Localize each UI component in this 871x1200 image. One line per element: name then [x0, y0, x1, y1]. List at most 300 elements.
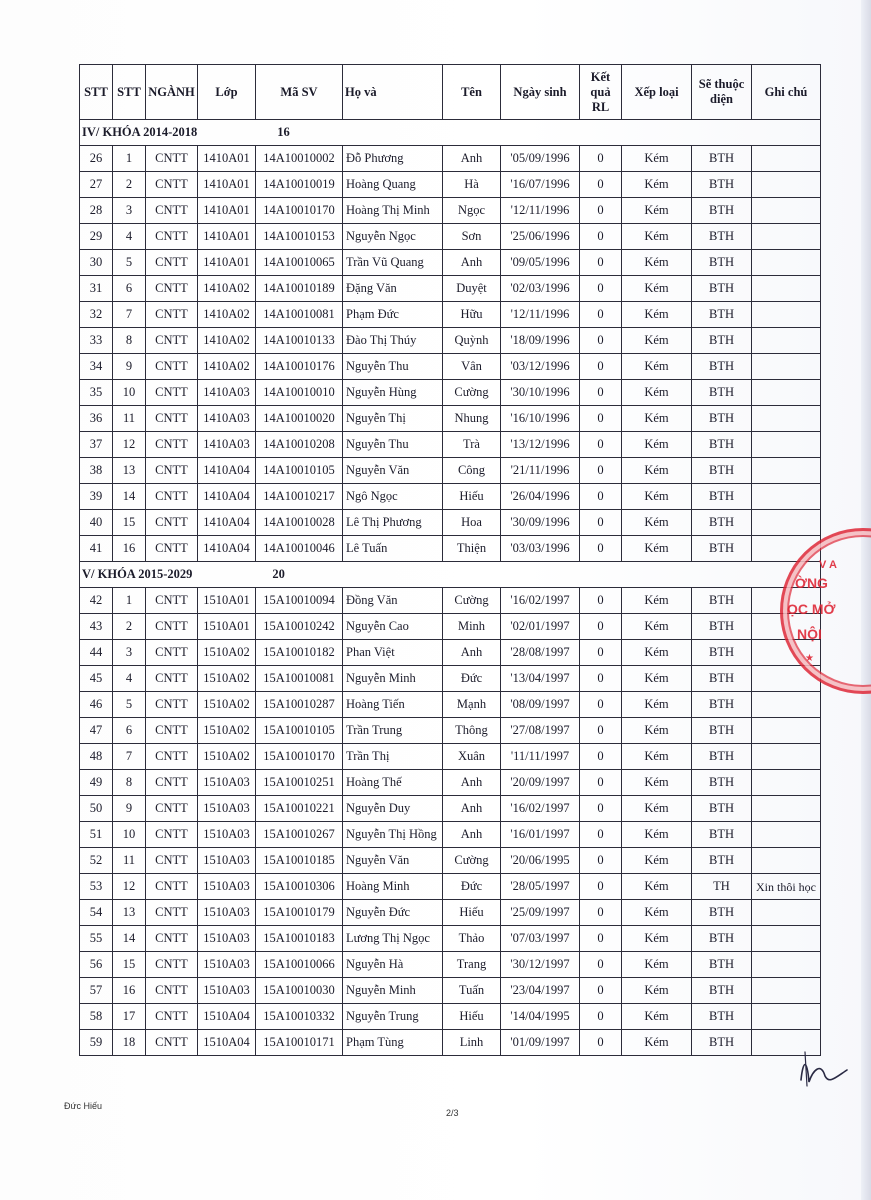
row-ngaysinh: '30/12/1997 — [501, 952, 580, 978]
row-nganh: CNTT — [146, 640, 198, 666]
row-masv: 15A10010332 — [256, 1004, 343, 1030]
row-masv: 14A10010170 — [256, 198, 343, 224]
row-xeploai: Kém — [622, 1030, 692, 1056]
row-hova: Đào Thị Thúy — [343, 328, 443, 354]
row-ketqua: 0 — [580, 874, 622, 900]
table-row — [80, 432, 821, 458]
row-ten: Trà — [443, 432, 501, 458]
row-ten: Hà — [443, 172, 501, 198]
section-label: V/ KHÓA 2015-2029 — [82, 567, 193, 581]
row-stt-2: 14 — [113, 484, 146, 510]
row-ten: Thảo — [443, 926, 501, 952]
row-lop: 1510A02 — [198, 640, 256, 666]
row-xeploai: Kém — [622, 146, 692, 172]
row-ngaysinh: '02/03/1996 — [501, 276, 580, 302]
row-ngaysinh: '11/11/1997 — [501, 744, 580, 770]
row-ketqua: 0 — [580, 354, 622, 380]
row-xeploai: Kém — [622, 224, 692, 250]
row-stt-2: 16 — [113, 978, 146, 1004]
row-dien: BTH — [692, 250, 752, 276]
row-ten: Vân — [443, 354, 501, 380]
row-stt-2: 9 — [113, 354, 146, 380]
row-stt-2: 8 — [113, 770, 146, 796]
row-ketqua: 0 — [580, 406, 622, 432]
row-stt-2: 8 — [113, 328, 146, 354]
row-hova: Phan Việt — [343, 640, 443, 666]
row-hova: Nguyễn Trung — [343, 1004, 443, 1030]
row-nganh: CNTT — [146, 458, 198, 484]
row-ten: Cường — [443, 588, 501, 614]
table-row — [80, 926, 821, 952]
row-hova: Hoàng Thị Minh — [343, 198, 443, 224]
table-row — [80, 250, 821, 276]
row-lop: 1510A04 — [198, 1030, 256, 1056]
row-stt-2: 11 — [113, 848, 146, 874]
table-row — [80, 458, 821, 484]
row-ngaysinh: '21/11/1996 — [501, 458, 580, 484]
row-ketqua: 0 — [580, 276, 622, 302]
row-ten: Anh — [443, 796, 501, 822]
row-ngaysinh: '25/06/1996 — [501, 224, 580, 250]
row-ghichu — [752, 796, 821, 822]
table-row — [80, 1004, 821, 1030]
row-ngaysinh: '18/09/1996 — [501, 328, 580, 354]
row-nganh: CNTT — [146, 536, 198, 562]
row-ten: Anh — [443, 640, 501, 666]
row-masv: 15A10010171 — [256, 1030, 343, 1056]
row-stt: 36 — [80, 406, 113, 432]
row-stt: 45 — [80, 666, 113, 692]
row-stt-2: 16 — [113, 536, 146, 562]
row-dien: BTH — [692, 458, 752, 484]
row-xeploai: Kém — [622, 536, 692, 562]
row-ngaysinh: '07/03/1997 — [501, 926, 580, 952]
row-ngaysinh: '20/06/1995 — [501, 848, 580, 874]
row-stt-2: 18 — [113, 1030, 146, 1056]
row-lop: 1410A02 — [198, 276, 256, 302]
row-nganh: CNTT — [146, 354, 198, 380]
row-stt-2: 10 — [113, 822, 146, 848]
row-stt: 56 — [80, 952, 113, 978]
row-xeploai: Kém — [622, 874, 692, 900]
row-masv: 15A10010306 — [256, 874, 343, 900]
row-nganh: CNTT — [146, 146, 198, 172]
row-ketqua: 0 — [580, 692, 622, 718]
row-stt-2: 2 — [113, 172, 146, 198]
row-dien: BTH — [692, 484, 752, 510]
row-ten: Linh — [443, 1030, 501, 1056]
row-hova: Nguyễn Thu — [343, 432, 443, 458]
row-hova: Lương Thị Ngọc — [343, 926, 443, 952]
section-label: IV/ KHÓA 2014-2018 — [82, 125, 198, 139]
row-hova: Nguyễn Hà — [343, 952, 443, 978]
row-hova: Nguyễn Minh — [343, 666, 443, 692]
row-ten: Đức — [443, 874, 501, 900]
row-lop: 1510A02 — [198, 718, 256, 744]
row-ghichu — [752, 328, 821, 354]
row-stt: 55 — [80, 926, 113, 952]
row-stt: 48 — [80, 744, 113, 770]
row-hova: Đồng Văn — [343, 588, 443, 614]
row-ketqua: 0 — [580, 432, 622, 458]
stamp-line-1: V A — [819, 559, 837, 571]
col-nganh: NGÀNH — [146, 65, 198, 120]
row-ten: Trang — [443, 952, 501, 978]
row-ngaysinh: '26/04/1996 — [501, 484, 580, 510]
row-dien: BTH — [692, 328, 752, 354]
row-masv: 15A10010182 — [256, 640, 343, 666]
row-dien: BTH — [692, 172, 752, 198]
row-stt: 43 — [80, 614, 113, 640]
row-ghichu — [752, 354, 821, 380]
row-lop: 1410A01 — [198, 198, 256, 224]
row-ten: Hiếu — [443, 900, 501, 926]
row-hova: Nguyễn Ngọc — [343, 224, 443, 250]
row-dien: BTH — [692, 744, 752, 770]
row-masv: 14A10010010 — [256, 380, 343, 406]
row-stt: 54 — [80, 900, 113, 926]
row-dien: BTH — [692, 822, 752, 848]
row-masv: 15A10010170 — [256, 744, 343, 770]
row-hova: Đặng Văn — [343, 276, 443, 302]
row-dien: BTH — [692, 432, 752, 458]
stamp-line-2: ỜNG — [795, 575, 828, 591]
row-stt: 37 — [80, 432, 113, 458]
table-row — [80, 276, 821, 302]
row-lop: 1410A02 — [198, 328, 256, 354]
row-stt: 57 — [80, 978, 113, 1004]
row-hova: Nguyễn Hùng — [343, 380, 443, 406]
row-stt-2: 10 — [113, 380, 146, 406]
row-ketqua: 0 — [580, 328, 622, 354]
row-ngaysinh: '27/08/1997 — [501, 718, 580, 744]
row-hova: Trần Thị — [343, 744, 443, 770]
row-ngaysinh: '08/09/1997 — [501, 692, 580, 718]
row-dien: BTH — [692, 146, 752, 172]
row-stt-2: 2 — [113, 614, 146, 640]
row-masv: 14A10010028 — [256, 510, 343, 536]
row-masv: 15A10010185 — [256, 848, 343, 874]
row-ngaysinh: '25/09/1997 — [501, 900, 580, 926]
row-ten: Hoa — [443, 510, 501, 536]
row-nganh: CNTT — [146, 588, 198, 614]
row-stt: 46 — [80, 692, 113, 718]
row-hova: Hoàng Tiến — [343, 692, 443, 718]
row-masv: 14A10010020 — [256, 406, 343, 432]
table-row — [80, 484, 821, 510]
row-nganh: CNTT — [146, 172, 198, 198]
row-stt: 31 — [80, 276, 113, 302]
row-stt: 42 — [80, 588, 113, 614]
row-ghichu — [752, 510, 821, 536]
table-row — [80, 1030, 821, 1056]
row-nganh: CNTT — [146, 198, 198, 224]
row-ngaysinh: '16/02/1997 — [501, 588, 580, 614]
row-ten: Duyệt — [443, 276, 501, 302]
row-stt-2: 3 — [113, 198, 146, 224]
row-ketqua: 0 — [580, 146, 622, 172]
table-row — [80, 822, 821, 848]
row-dien: TH — [692, 874, 752, 900]
row-ten: Anh — [443, 822, 501, 848]
row-xeploai: Kém — [622, 276, 692, 302]
row-stt: 35 — [80, 380, 113, 406]
row-nganh: CNTT — [146, 276, 198, 302]
row-stt-2: 15 — [113, 510, 146, 536]
table-row — [80, 640, 821, 666]
row-hova: Nguyễn Văn — [343, 458, 443, 484]
row-stt: 44 — [80, 640, 113, 666]
row-dien: BTH — [692, 276, 752, 302]
col-stt: STT — [80, 65, 113, 120]
table-row — [80, 978, 821, 1004]
row-ghichu — [752, 406, 821, 432]
row-ketqua: 0 — [580, 484, 622, 510]
stamp-line-4: NỘI — [797, 626, 822, 642]
row-ketqua: 0 — [580, 978, 622, 1004]
row-hova: Nguyễn Thu — [343, 354, 443, 380]
row-stt-2: 4 — [113, 224, 146, 250]
table-row — [80, 536, 821, 562]
row-lop: 1410A04 — [198, 484, 256, 510]
row-dien: BTH — [692, 926, 752, 952]
row-ngaysinh: '23/04/1997 — [501, 978, 580, 1004]
row-masv: 15A10010081 — [256, 666, 343, 692]
col-ngaysinh: Ngày sinh — [501, 65, 580, 120]
row-xeploai: Kém — [622, 666, 692, 692]
row-lop: 1510A03 — [198, 952, 256, 978]
row-ngaysinh: '30/10/1996 — [501, 380, 580, 406]
row-lop: 1410A01 — [198, 250, 256, 276]
row-nganh: CNTT — [146, 952, 198, 978]
row-hova: Hoàng Thế — [343, 770, 443, 796]
row-dien: BTH — [692, 380, 752, 406]
row-ghichu — [752, 146, 821, 172]
student-table — [79, 64, 821, 1056]
row-ten: Sơn — [443, 224, 501, 250]
footer-page-number: 2/3 — [446, 1108, 459, 1118]
row-lop: 1510A02 — [198, 692, 256, 718]
row-ngaysinh: '30/09/1996 — [501, 510, 580, 536]
row-stt: 50 — [80, 796, 113, 822]
row-masv: 14A10010065 — [256, 250, 343, 276]
row-ghichu: Xin thôi học — [752, 874, 821, 900]
col-ghichu: Ghi chú — [752, 65, 821, 120]
row-ghichu — [752, 380, 821, 406]
row-ghichu — [752, 250, 821, 276]
row-ketqua: 0 — [580, 718, 622, 744]
row-nganh: CNTT — [146, 822, 198, 848]
row-xeploai: Kém — [622, 926, 692, 952]
row-ketqua: 0 — [580, 614, 622, 640]
row-ten: Tuấn — [443, 978, 501, 1004]
row-masv: 14A10010081 — [256, 302, 343, 328]
row-stt-2: 6 — [113, 276, 146, 302]
row-hova: Trần Trung — [343, 718, 443, 744]
row-ghichu — [752, 302, 821, 328]
row-dien: BTH — [692, 510, 752, 536]
row-ketqua: 0 — [580, 926, 622, 952]
row-ghichu — [752, 848, 821, 874]
row-hova: Phạm Tùng — [343, 1030, 443, 1056]
row-dien: BTH — [692, 302, 752, 328]
row-nganh: CNTT — [146, 224, 198, 250]
row-ten: Công — [443, 458, 501, 484]
row-ketqua: 0 — [580, 666, 622, 692]
row-stt-2: 1 — [113, 588, 146, 614]
row-masv: 15A10010287 — [256, 692, 343, 718]
row-dien: BTH — [692, 536, 752, 562]
row-nganh: CNTT — [146, 874, 198, 900]
table-row — [80, 354, 821, 380]
row-nganh: CNTT — [146, 978, 198, 1004]
row-stt-2: 5 — [113, 250, 146, 276]
table-row — [80, 198, 821, 224]
row-ngaysinh: '05/09/1996 — [501, 146, 580, 172]
row-xeploai: Kém — [622, 302, 692, 328]
row-stt: 40 — [80, 510, 113, 536]
row-lop: 1510A03 — [198, 900, 256, 926]
row-ketqua: 0 — [580, 536, 622, 562]
row-ghichu — [752, 770, 821, 796]
table-row — [80, 510, 821, 536]
table-row — [80, 692, 821, 718]
stamp-line-3: ỌC MỞ — [787, 601, 836, 617]
row-lop: 1510A01 — [198, 614, 256, 640]
row-xeploai: Kém — [622, 796, 692, 822]
row-lop: 1410A03 — [198, 432, 256, 458]
row-lop: 1410A02 — [198, 354, 256, 380]
row-lop: 1510A02 — [198, 744, 256, 770]
row-hova: Nguyễn Duy — [343, 796, 443, 822]
row-ghichu — [752, 926, 821, 952]
table-header-row — [80, 65, 821, 120]
row-hova: Phạm Đức — [343, 302, 443, 328]
row-xeploai: Kém — [622, 978, 692, 1004]
row-xeploai: Kém — [622, 900, 692, 926]
row-lop: 1510A04 — [198, 1004, 256, 1030]
row-hova: Nguyễn Minh — [343, 978, 443, 1004]
row-ghichu — [752, 952, 821, 978]
row-ten: Quỳnh — [443, 328, 501, 354]
row-ghichu — [752, 822, 821, 848]
row-ngaysinh: '16/07/1996 — [501, 172, 580, 198]
row-ngaysinh: '16/01/1997 — [501, 822, 580, 848]
table-row — [80, 588, 821, 614]
row-lop: 1510A03 — [198, 978, 256, 1004]
row-stt: 49 — [80, 770, 113, 796]
row-hova: Nguyễn Thị Hồng — [343, 822, 443, 848]
row-stt: 28 — [80, 198, 113, 224]
row-xeploai: Kém — [622, 692, 692, 718]
row-stt: 59 — [80, 1030, 113, 1056]
row-masv: 15A10010179 — [256, 900, 343, 926]
row-ghichu — [752, 484, 821, 510]
row-dien: BTH — [692, 666, 752, 692]
row-ghichu — [752, 198, 821, 224]
row-stt: 39 — [80, 484, 113, 510]
col-sethuoc: Sẽ thuộc diện — [692, 65, 752, 120]
row-stt: 33 — [80, 328, 113, 354]
row-stt: 47 — [80, 718, 113, 744]
row-nganh: CNTT — [146, 900, 198, 926]
row-masv: 15A10010094 — [256, 588, 343, 614]
row-ghichu — [752, 900, 821, 926]
row-masv: 14A10010208 — [256, 432, 343, 458]
table-row — [80, 380, 821, 406]
row-stt-2: 1 — [113, 146, 146, 172]
row-nganh: CNTT — [146, 666, 198, 692]
row-stt-2: 7 — [113, 302, 146, 328]
table-row — [80, 406, 821, 432]
row-dien: BTH — [692, 796, 752, 822]
row-ketqua: 0 — [580, 510, 622, 536]
row-ngaysinh: '14/04/1995 — [501, 1004, 580, 1030]
row-nganh: CNTT — [146, 692, 198, 718]
row-ketqua: 0 — [580, 250, 622, 276]
row-lop: 1410A04 — [198, 458, 256, 484]
row-xeploai: Kém — [622, 822, 692, 848]
row-ketqua: 0 — [580, 1004, 622, 1030]
row-dien: BTH — [692, 640, 752, 666]
row-lop: 1410A04 — [198, 510, 256, 536]
row-ten: Minh — [443, 614, 501, 640]
row-stt: 27 — [80, 172, 113, 198]
table-row — [80, 848, 821, 874]
stamp-star-icon: ★ — [805, 653, 814, 664]
row-ghichu — [752, 458, 821, 484]
row-lop: 1510A03 — [198, 822, 256, 848]
row-dien: BTH — [692, 900, 752, 926]
row-xeploai: Kém — [622, 328, 692, 354]
row-xeploai: Kém — [622, 406, 692, 432]
row-xeploai: Kém — [622, 1004, 692, 1030]
row-ngaysinh: '09/05/1996 — [501, 250, 580, 276]
row-lop: 1410A01 — [198, 146, 256, 172]
row-stt-2: 15 — [113, 952, 146, 978]
row-ten: Thông — [443, 718, 501, 744]
row-nganh: CNTT — [146, 796, 198, 822]
table-row — [80, 614, 821, 640]
row-xeploai: Kém — [622, 198, 692, 224]
col-masv: Mã SV — [256, 65, 343, 120]
row-dien: BTH — [692, 614, 752, 640]
row-ngaysinh: '16/02/1997 — [501, 796, 580, 822]
row-lop: 1410A03 — [198, 406, 256, 432]
row-stt-2: 11 — [113, 406, 146, 432]
signature-icon — [795, 1040, 855, 1090]
row-ketqua: 0 — [580, 770, 622, 796]
row-hova: Đỗ Phương — [343, 146, 443, 172]
col-ketqua: Kết quả RL — [580, 65, 622, 120]
row-hova: Nguyễn Cao — [343, 614, 443, 640]
row-ngaysinh: '28/05/1997 — [501, 874, 580, 900]
table-row — [80, 796, 821, 822]
row-stt-2: 4 — [113, 666, 146, 692]
row-ketqua: 0 — [580, 172, 622, 198]
row-ghichu — [752, 172, 821, 198]
row-nganh: CNTT — [146, 744, 198, 770]
row-hova: Trần Vũ Quang — [343, 250, 443, 276]
row-stt: 51 — [80, 822, 113, 848]
row-dien: BTH — [692, 770, 752, 796]
row-lop: 1510A01 — [198, 588, 256, 614]
row-ten: Ngọc — [443, 198, 501, 224]
col-hova: Họ và — [343, 65, 443, 120]
row-ketqua: 0 — [580, 796, 622, 822]
row-xeploai: Kém — [622, 770, 692, 796]
row-nganh: CNTT — [146, 770, 198, 796]
